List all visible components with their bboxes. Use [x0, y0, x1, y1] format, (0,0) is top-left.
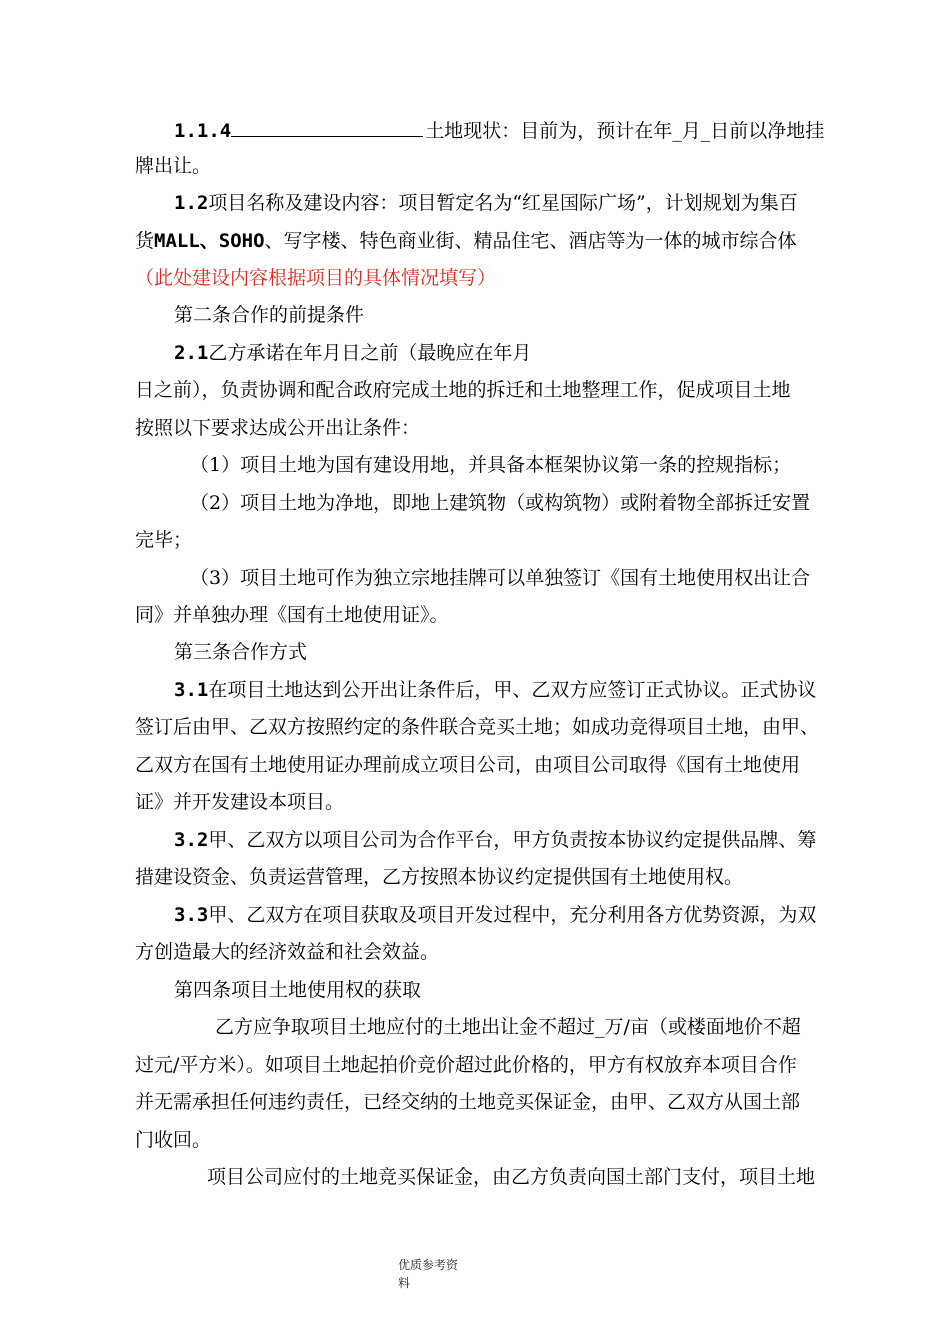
- page-footer: [398, 1256, 488, 1292]
- clause-3-1: [174, 678, 874, 702]
- condition-3-cont: 同》并单独办理《国有土地使用证》。: [135, 604, 449, 626]
- article-4-title: 第四条项目土地使用权的获取: [174, 979, 422, 1001]
- clause-2-1-cont: 按照以下要求达成公开出让条件：: [135, 417, 421, 439]
- clause-3-1-cont: 乙双方在国有土地使用证办理前成立项目公司，由项目公司取得《国有土地使用: [135, 754, 801, 776]
- article-3-title: 第三条合作方式: [174, 641, 308, 663]
- clause-text: 项目名称及建设内容：项目暂定名为“红星国际广场”，计划规划为集百: [208, 192, 798, 214]
- clause-3-2: [174, 828, 874, 852]
- article-4-paragraph-1: 乙方应争取项目土地应付的土地出让金不超过_万/亩（或楼面地价不超: [215, 1016, 801, 1038]
- clause-2-1-cont: 日之前），负责协调和配合政府完成土地的拆迁和土地整理工作，促成项目土地: [135, 379, 791, 401]
- clause-3-2-cont: 措建设资金、负责运营管理，乙方按照本协议约定提供国有土地使用权。: [135, 866, 744, 888]
- clause-text: 甲、乙双方以项目公司为合作平台，甲方负责按本协议约定提供品牌、筹: [208, 829, 817, 851]
- clause-1-1-4-cont: 牌出让。: [135, 155, 212, 177]
- clause-text: 货: [135, 230, 155, 252]
- condition-2-cont: 完毕；: [135, 529, 193, 551]
- clause-number: 1.2: [174, 192, 209, 214]
- clause-text: 甲、乙双方在项目获取及项目开发过程中，充分利用各方优势资源，为双: [208, 904, 817, 926]
- clause-3-3-cont: 方创造最大的经济效益和社会效益。: [135, 941, 440, 963]
- condition-1: （1）项目土地为国有建设用地，并具备本框架协议第一条的控规指标；: [190, 454, 792, 476]
- clause-3-1-cont: 证》并开发建设本项目。: [135, 791, 345, 813]
- fill-in-blank: [231, 118, 423, 137]
- clause-number: 2.1: [174, 342, 209, 364]
- footer-text: 优质参考资: [398, 1258, 459, 1272]
- article-4-paragraph-1-cont: 过元/平方米）。如项目土地起拍价竞价超过此价格的，甲方有权放弃本项目合作: [135, 1054, 797, 1076]
- clause-text: 乙方承诺在年月日之前（最晚应在年月: [208, 342, 532, 364]
- clause-1-2: [174, 191, 874, 215]
- clause-1-1-4: [174, 118, 874, 143]
- article-4-paragraph-1-cont: 并无需承担任何违约责任，已经交纳的土地竞买保证金，由甲、乙双方从国土部: [135, 1091, 801, 1113]
- condition-3: （3）项目土地可作为独立宗地挂牌可以单独签订《国有土地使用权出让合: [190, 567, 811, 589]
- condition-2: （2）项目土地为净地，即地上建筑物（或构筑物）或附着物全部拆迁安置: [190, 492, 811, 514]
- clause-text-latin: MALL、SOHO: [154, 230, 265, 252]
- article-4-paragraph-2: 项目公司应付的土地竞买保证金，由乙方负责向国土部门支付，项目土地: [207, 1166, 816, 1188]
- clause-1-2-cont: [135, 229, 835, 253]
- clause-2-1: [174, 341, 874, 365]
- article-2-title: 第二条合作的前提条件: [174, 304, 365, 326]
- clause-3-3: [174, 903, 874, 927]
- footer-text: 料: [398, 1276, 411, 1290]
- clause-text: 在项目土地达到公开出让条件后，甲、乙双方应签订正式协议。正式协议: [208, 679, 817, 701]
- clause-number: 3.2: [174, 829, 209, 851]
- clause-number: 1.1.4: [174, 120, 232, 142]
- clause-number: 3.3: [174, 904, 209, 926]
- article-4-paragraph-1-cont: 门收回。: [135, 1129, 212, 1151]
- clause-1-2-note: （此处建设内容根据项目的具体情况填写）: [135, 267, 497, 289]
- clause-number: 3.1: [174, 679, 209, 701]
- clause-text: 土地现状：目前为，预计在年_月_日前以净地挂: [425, 120, 825, 142]
- clause-3-1-cont: 签订后由甲、乙双方按照约定的条件联合竞买土地；如成功竞得项目土地，由甲、: [135, 716, 820, 738]
- clause-text: 、写字楼、特色商业街、精品住宅、酒店等为一体的城市综合体: [264, 230, 797, 252]
